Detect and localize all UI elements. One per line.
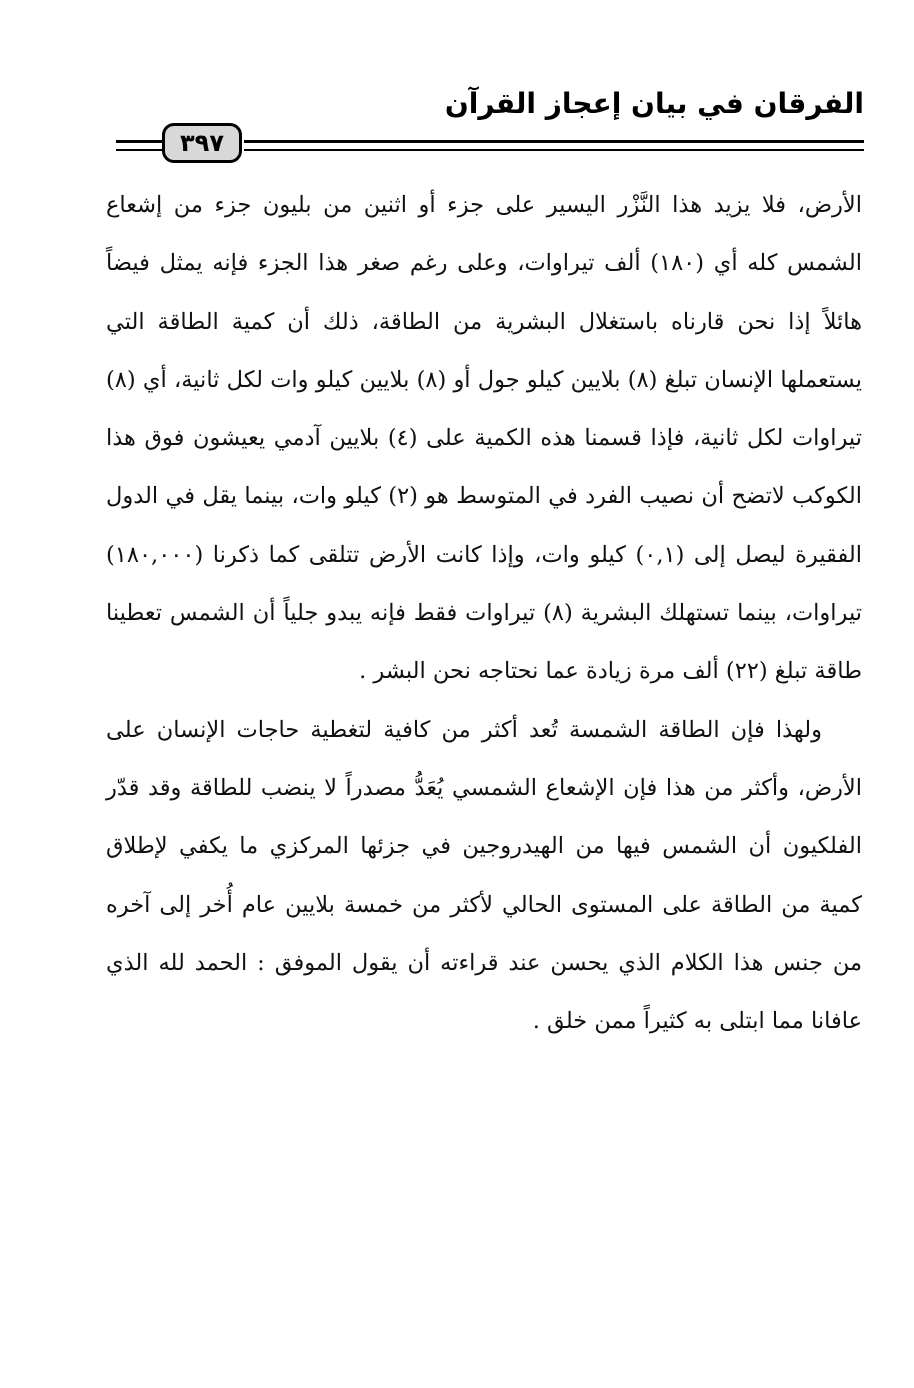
page-number-badge: [162, 123, 242, 163]
header-rule: [244, 140, 864, 143]
body-text: [106, 176, 862, 1050]
header-rule: [116, 140, 162, 143]
paragraph: ولهذا فإن الطاقة الشمسة تُعد أكثر من كافية لتغطية حاجات الإنسان على الأرض، وأكثر من هذا فإن الإشعاع الشمسي يُعَدُّ مصدراً لا ينضب للطاقة وقد قدّر الفلكيون أن الشمس فيها من الهيدروجين في جزئها المركزي ما يكفي لإطلاق كمية من الطاقة على المستوى الحالي لأكثر من خمسة بلايين عام أُخر إلى آخره من جنس هذا الكلام الذي يحسن عند قراءته أن يقول الموفق : الحمد لله الذي عافانا مما ابتلى به كثيراً ممن خلق .: [106, 716, 862, 1035]
page-number: ٣٩٧: [180, 129, 224, 157]
header-rule: [244, 149, 864, 151]
book-title: الفرقان في بيان إعجاز القرآن: [444, 87, 864, 120]
paragraph: الأرض، فلا يزيد هذا النَّزْر اليسير على جزء أو اثنين من بليون جزء من إشعاع الشمس كله أي (١٨٠) ألف تيراوات، وعلى رغم صغر هذا الجزء فإنه يمثل فيضاً هائلاً إذا نحن قارناه باستغلال البشرية من الطاقة، ذلك أن كمية الطاقة التي يستعملها الإنسان تبلغ (٨) بلايين كيلو جول أو (٨) بلايين كيلو وات لكل ثانية، أي (٨) تيراوات لكل ثانية، فإذا قسمنا هذه الكمية على (٤) بلايين آدمي يعيشون فوق هذا الكوكب لاتضح أن نصيب الفرد في المتوسط هو (٢) كيلو وات، بينما يقل في الدول الفقيرة ليصل إلى (٠,١) كيلو وات، وإذا كانت الأرض تتلقى كما ذكرنا (١٨٠,٠٠٠) تيراوات، بينما تستهلك البشرية (٨) تيراوات فقط فإنه يبدو جلياً أن الشمس تعطينا طاقة تبلغ (٢٢) ألف مرة زيادة عما نحتاجه نحن البشر .: [106, 192, 862, 685]
header-rule: [116, 149, 162, 151]
page-header: [104, 78, 864, 164]
